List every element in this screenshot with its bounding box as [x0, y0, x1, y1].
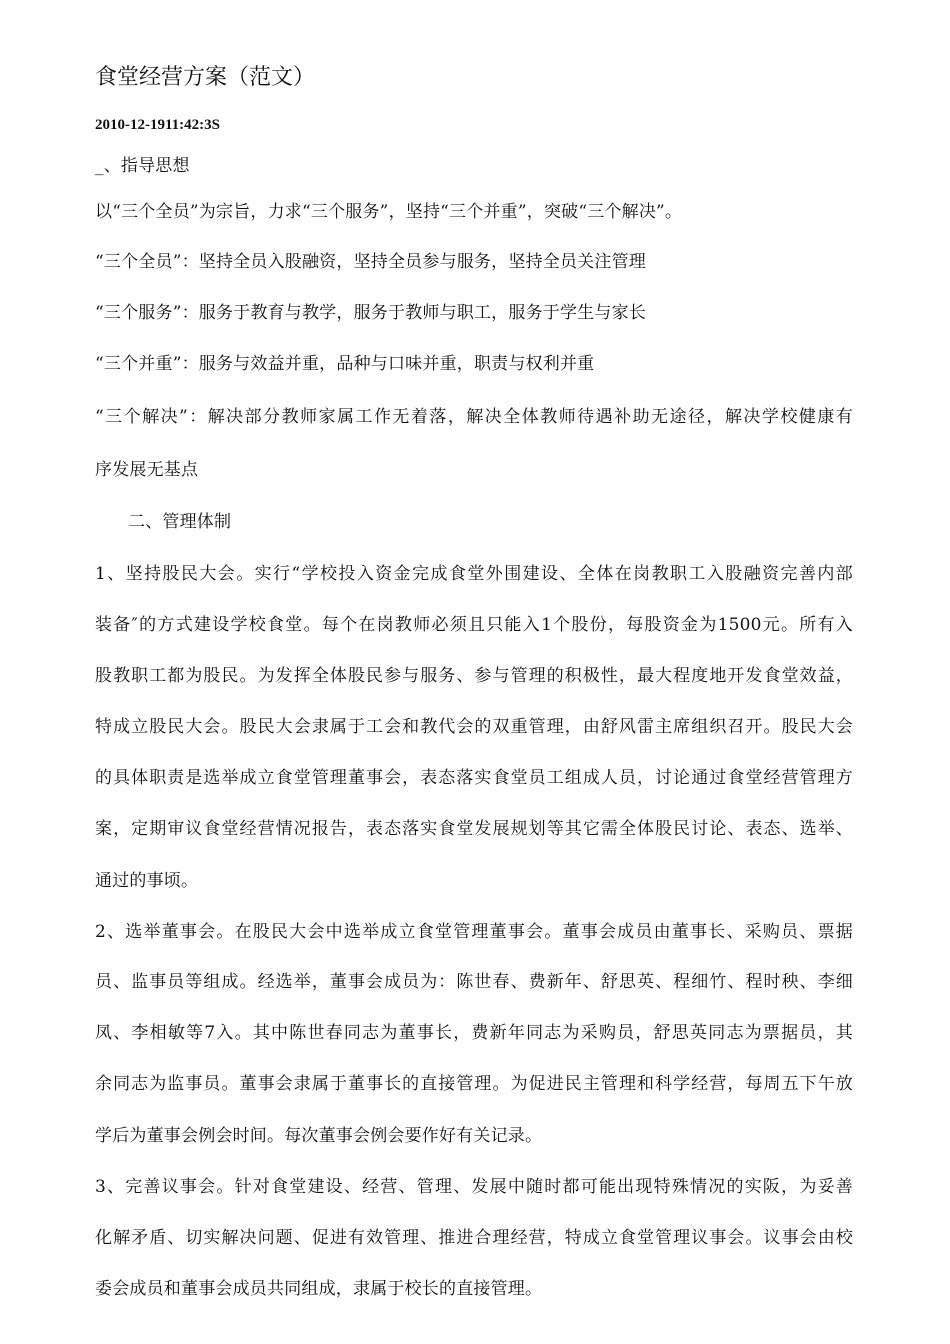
paragraph-line: 序发展无基点 — [95, 460, 199, 480]
paragraph-line: “三个并重”：服务与效益并重，品种与口味并重，职责与权利并重 — [95, 354, 595, 374]
section-heading: _、指导思想 — [95, 156, 190, 176]
paragraph-line: 特成立股民大会。股民大会隶属于工会和教代会的双重管理，由舒风雷主席组织召开。股民大会 — [95, 717, 853, 737]
paragraph-line: “三个解决”：解决部分教师家属工作无着落，解决全体教师待遇补助无途径，解决学校健康有 — [95, 407, 853, 427]
paragraph-line: 3、完善议事会。针对食堂建设、经营、管理、发展中随时都可能出现特殊情况的实阪，为妥善 — [95, 1177, 853, 1197]
paragraph-line: 通过的事顷。 — [95, 871, 199, 891]
paragraph-line: 1、坚持股民大会。实行“学校投入资金完成食堂外围建设、全体在岗教职工入股融资完善内部 — [95, 564, 853, 584]
paragraph-line: “三个服务”：服务于教育与教学，服务于教师与职工，服务于学生与家长 — [95, 303, 646, 323]
paragraph-line: 案，定期审议食堂经营情况报告，表态落实食堂发展规划等其它需全体股民讨论、表态、选举、 — [95, 819, 853, 839]
document-date: 2010-12-1911:42:3S — [95, 117, 220, 133]
document-title: 食堂经营方案（范文） — [95, 65, 316, 90]
paragraph-line: 凤、李相敏等7入。其中陈世春同志为董事长，费新年同志为采购员，舒思英同志为票据员，其 — [95, 1023, 853, 1043]
paragraph-line: 装备″的方式建设学校食堂。每个在岗教师必须且只能入1个股份，每股资金为1500元。所有入 — [95, 615, 853, 635]
paragraph-line: “三个全员”：坚持全员入股融资，坚持全员参与服务，坚持全员关注管理 — [95, 252, 646, 272]
paragraph-line: 2、选举董事会。在股民大会中选举成立食堂管理董事会。董事会成员由董事长、采购员、票据 — [95, 922, 853, 942]
section-heading: 二、管理体制 — [128, 512, 232, 532]
paragraph-line: 学后为董事会例会时间。每次董事会例会要作好有关记录。 — [95, 1126, 543, 1146]
paragraph-line: 委会成员和董事会成员共同组成，隶属于校长的直接管理。 — [95, 1279, 543, 1299]
paragraph-line: 员、监事员等组成。经选举，董事会成员为：陈世春、费新年、舒思英、程细竹、程时秧、李细 — [95, 972, 853, 992]
paragraph-line: 余同志为监事员。董事会隶属于董事长的直接管理。为促进民主管理和科学经营，每周五下午放 — [95, 1074, 853, 1094]
paragraph-line: 化解矛盾、切实解决问题、促进有效管理、推进合理经营，特成立食堂管理议事会。议事会由校 — [95, 1228, 853, 1248]
paragraph-line: 股教职工都为股民。为发挥全体股民参与服务、参与管理的积极性，最大程度地开发食堂效益， — [95, 666, 853, 686]
paragraph-line: 的具体职责是选举成立食堂管理董事会，表态落实食堂员工组成人员，讨论通过食堂经营管理方 — [95, 768, 853, 788]
paragraph-line: 以“三个全员”为宗旨，力求“三个服务”，坚持“三个并重”，突破“三个解决”。 — [95, 202, 683, 222]
